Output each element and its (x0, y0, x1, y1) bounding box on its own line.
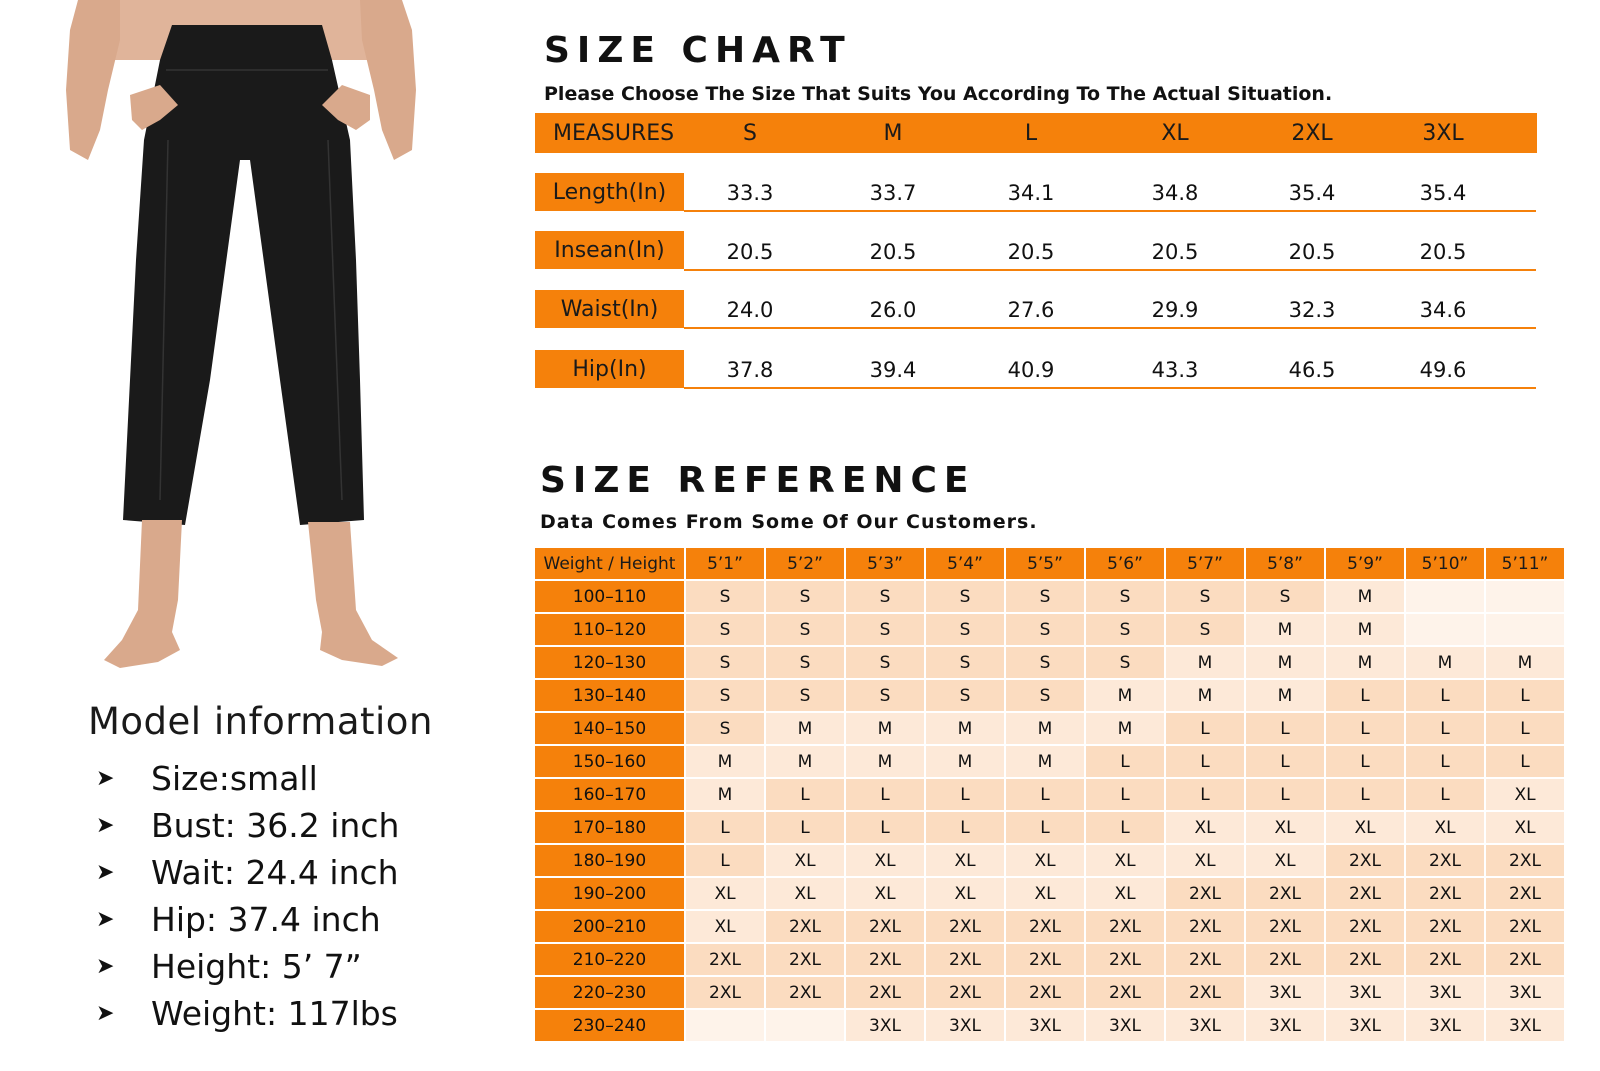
size-cell: XL (1166, 812, 1244, 843)
size-cell: XL (1406, 812, 1484, 843)
size-cell: 3XL (1006, 1010, 1084, 1041)
weight-label: 200–210 (535, 911, 684, 942)
size-cell: 3XL (1246, 977, 1324, 1008)
size-cell: L (1406, 680, 1484, 711)
table-row (535, 647, 1564, 678)
size-cell: M (1326, 581, 1404, 612)
size-cell: 3XL (1486, 977, 1564, 1008)
measure-value: 40.9 (1007, 358, 1055, 382)
size-cell: 2XL (1326, 911, 1404, 942)
measure-value: 20.5 (1288, 240, 1336, 264)
size-cell: L (766, 812, 844, 843)
size-cell: 2XL (1486, 845, 1564, 876)
size-cell: M (1246, 680, 1324, 711)
size-cell: 2XL (1326, 944, 1404, 975)
model-info-item (88, 896, 488, 943)
size-cell: 2XL (1406, 944, 1484, 975)
size-cell: L (1486, 680, 1564, 711)
measure-value: 35.4 (1288, 181, 1336, 205)
height-header: 5’1” (686, 548, 764, 579)
size-reference-body (535, 581, 1564, 1041)
size-cell: XL (1326, 812, 1404, 843)
size-cell (1406, 614, 1484, 645)
size-cell: L (1246, 746, 1324, 777)
size-cell: XL (1246, 845, 1324, 876)
size-reference-title: SIZE REFERENCE (540, 460, 976, 501)
size-cell: 3XL (1406, 977, 1484, 1008)
size-cell: XL (686, 911, 764, 942)
height-header: 5’3” (846, 548, 924, 579)
measure-value: 26.0 (869, 298, 917, 322)
size-cell: 2XL (1166, 878, 1244, 909)
weight-label: 170–180 (535, 812, 684, 843)
size-header-xl: XL (1161, 120, 1189, 146)
size-cell: XL (1486, 779, 1564, 810)
size-cell: S (1086, 647, 1164, 678)
table-row (535, 680, 1564, 711)
weight-label: 210–220 (535, 944, 684, 975)
size-cell: S (686, 680, 764, 711)
size-cell: XL (1246, 812, 1324, 843)
size-cell: S (686, 713, 764, 744)
size-cell (1406, 581, 1484, 612)
size-cell: S (1246, 581, 1324, 612)
measure-value: 46.5 (1288, 358, 1336, 382)
size-cell (686, 1010, 764, 1041)
size-cell (766, 1010, 844, 1041)
size-cell: S (926, 647, 1004, 678)
arrow-bullet-icon: ➤ (96, 954, 115, 979)
size-cell: L (1086, 746, 1164, 777)
size-cell: L (1326, 779, 1404, 810)
size-cell: S (766, 680, 844, 711)
measure-value: 37.8 (726, 358, 774, 382)
size-cell: L (926, 779, 1004, 810)
size-cell: 2XL (1246, 944, 1324, 975)
size-cell: L (926, 812, 1004, 843)
size-cell: M (1086, 713, 1164, 744)
size-cell (1486, 614, 1564, 645)
size-cell: 2XL (1166, 944, 1244, 975)
weight-label: 150–160 (535, 746, 684, 777)
arrow-bullet-icon: ➤ (96, 907, 115, 932)
size-cell: 3XL (1246, 1010, 1324, 1041)
size-cell: 2XL (686, 944, 764, 975)
measure-value: 29.9 (1151, 298, 1199, 322)
measure-value: 32.3 (1288, 298, 1336, 322)
table-row (535, 1010, 1564, 1041)
size-cell: XL (1006, 845, 1084, 876)
weight-label: 180–190 (535, 845, 684, 876)
measure-value: 20.5 (1151, 240, 1199, 264)
size-cell: 2XL (1246, 878, 1324, 909)
weight-label: 160–170 (535, 779, 684, 810)
size-cell: S (1086, 581, 1164, 612)
weight-label: 190–200 (535, 878, 684, 909)
size-cell: 2XL (846, 944, 924, 975)
weight-label: 110–120 (535, 614, 684, 645)
table-row (535, 878, 1564, 909)
height-header: 5’2” (766, 548, 844, 579)
model-waist: Wait: 24.4 inch (151, 853, 399, 892)
size-cell: L (1406, 746, 1484, 777)
model-info-item (88, 990, 488, 1037)
table-row (535, 779, 1564, 810)
size-cell: S (846, 581, 924, 612)
size-header-m: M (883, 120, 903, 146)
weight-label: 120–130 (535, 647, 684, 678)
size-cell: L (1486, 746, 1564, 777)
size-cell: 3XL (1326, 977, 1404, 1008)
table-row (535, 581, 1564, 612)
size-cell: 2XL (926, 911, 1004, 942)
size-cell: 3XL (1486, 1010, 1564, 1041)
table-row (535, 977, 1564, 1008)
size-header-2xl: 2XL (1291, 120, 1333, 146)
size-cell: L (1246, 713, 1324, 744)
size-cell: XL (766, 878, 844, 909)
size-cell: M (1166, 647, 1244, 678)
size-cell: 2XL (1326, 845, 1404, 876)
model-hip: Hip: 37.4 inch (151, 900, 381, 939)
size-cell: XL (926, 878, 1004, 909)
size-cell: XL (846, 845, 924, 876)
size-cell: M (1246, 647, 1324, 678)
measure-row-label: Insean(In) (535, 231, 684, 269)
arrow-bullet-icon: ➤ (96, 813, 115, 838)
measure-row-label: Length(In) (535, 173, 684, 211)
size-cell: L (1166, 779, 1244, 810)
size-cell: S (1006, 647, 1084, 678)
size-cell: 2XL (1326, 878, 1404, 909)
model-size: Size:small (151, 759, 318, 798)
left-leg (104, 520, 182, 668)
size-cell: L (1006, 812, 1084, 843)
size-cell: M (926, 713, 1004, 744)
table-row (535, 746, 1564, 777)
model-left-arm (66, 0, 120, 160)
table-row (535, 713, 1564, 744)
size-cell: XL (766, 845, 844, 876)
size-cell: M (1086, 680, 1164, 711)
height-header: 5’5” (1006, 548, 1084, 579)
measure-value: 20.5 (726, 240, 774, 264)
model-info-item (88, 755, 488, 802)
right-leg (308, 522, 398, 666)
size-cell: S (926, 680, 1004, 711)
size-cell: S (766, 647, 844, 678)
size-cell: 2XL (1006, 911, 1084, 942)
height-header: 5’4” (926, 548, 1004, 579)
arrow-bullet-icon: ➤ (96, 766, 115, 791)
size-cell: 2XL (1006, 977, 1084, 1008)
size-cell: S (766, 581, 844, 612)
size-chart-subtitle: Please Choose The Size That Suits You According To The Actual Situation. (544, 83, 1333, 105)
size-cell: M (686, 746, 764, 777)
size-cell: 2XL (1406, 845, 1484, 876)
size-cell: L (1406, 779, 1484, 810)
measure-row-label: Hip(In) (535, 350, 684, 388)
size-cell: L (846, 779, 924, 810)
row-divider (684, 327, 1536, 329)
size-cell: 3XL (1086, 1010, 1164, 1041)
size-chart-header (535, 113, 1537, 153)
height-header: 5’8” (1246, 548, 1324, 579)
size-cell: 2XL (1486, 911, 1564, 942)
table-row (535, 812, 1564, 843)
size-cell: L (686, 812, 764, 843)
size-cell: XL (686, 878, 764, 909)
size-cell: 2XL (1486, 944, 1564, 975)
size-cell: 3XL (1326, 1010, 1404, 1041)
model-height: Height: 5’ 7” (151, 947, 362, 986)
size-cell: 2XL (1166, 977, 1244, 1008)
size-header-3xl: 3XL (1422, 120, 1464, 146)
measure-value: 33.3 (726, 181, 774, 205)
size-cell: L (1086, 779, 1164, 810)
size-cell: S (1006, 581, 1084, 612)
arrow-bullet-icon: ➤ (96, 860, 115, 885)
size-cell: 2XL (766, 944, 844, 975)
model-information (88, 700, 488, 1037)
size-cell: 2XL (1086, 911, 1164, 942)
size-cell: S (926, 614, 1004, 645)
size-cell: 2XL (766, 911, 844, 942)
size-cell: 2XL (1486, 878, 1564, 909)
model-info-item (88, 802, 488, 849)
size-cell: S (1006, 680, 1084, 711)
size-cell: XL (1086, 845, 1164, 876)
model-info-item (88, 849, 488, 896)
row-divider (684, 269, 1536, 271)
size-cell: M (846, 746, 924, 777)
measure-value: 20.5 (869, 240, 917, 264)
size-cell: M (1406, 647, 1484, 678)
size-cell: S (1086, 614, 1164, 645)
size-cell: 2XL (1086, 944, 1164, 975)
size-cell: XL (1006, 878, 1084, 909)
size-cell: L (1006, 779, 1084, 810)
height-header: 5’9” (1326, 548, 1404, 579)
table-row (535, 911, 1564, 942)
size-cell: 2XL (1406, 878, 1484, 909)
size-cell: 2XL (926, 944, 1004, 975)
table-row (535, 845, 1564, 876)
size-cell: XL (846, 878, 924, 909)
size-cell: L (1086, 812, 1164, 843)
size-cell: 2XL (926, 977, 1004, 1008)
measure-value: 35.4 (1419, 181, 1467, 205)
size-cell: M (1326, 647, 1404, 678)
model-info-title: Model information (88, 700, 433, 743)
measure-value: 24.0 (726, 298, 774, 322)
height-header: 5’10” (1406, 548, 1484, 579)
size-cell: M (1166, 680, 1244, 711)
size-cell: 2XL (1406, 911, 1484, 942)
measure-value: 20.5 (1419, 240, 1467, 264)
size-cell: L (1166, 746, 1244, 777)
size-cell: M (1326, 614, 1404, 645)
measure-value: 20.5 (1007, 240, 1055, 264)
size-cell: S (846, 680, 924, 711)
weight-label: 140–150 (535, 713, 684, 744)
size-cell: 2XL (686, 977, 764, 1008)
size-cell: XL (1086, 878, 1164, 909)
measure-value: 34.6 (1419, 298, 1467, 322)
size-cell: S (686, 581, 764, 612)
height-header: 5’7” (1166, 548, 1244, 579)
size-cell: XL (1166, 845, 1244, 876)
height-header: 5’6” (1086, 548, 1164, 579)
table-row (535, 614, 1564, 645)
size-cell: M (846, 713, 924, 744)
size-reference-table (533, 546, 1566, 1043)
size-cell: M (766, 746, 844, 777)
size-cell: M (1006, 713, 1084, 744)
size-cell: L (1326, 746, 1404, 777)
size-cell (1486, 581, 1564, 612)
size-cell: 2XL (1006, 944, 1084, 975)
height-header: 5’11” (1486, 548, 1564, 579)
measure-row-label: Waist(In) (535, 290, 684, 328)
size-cell: 2XL (766, 977, 844, 1008)
measure-value: 27.6 (1007, 298, 1055, 322)
size-cell: L (1326, 713, 1404, 744)
row-divider (684, 210, 1536, 212)
size-cell: 3XL (1406, 1010, 1484, 1041)
size-cell: S (766, 614, 844, 645)
size-cell: S (846, 647, 924, 678)
table-header-row (535, 548, 1564, 579)
size-cell: S (1006, 614, 1084, 645)
size-cell: 2XL (846, 977, 924, 1008)
size-cell: M (766, 713, 844, 744)
size-cell: L (766, 779, 844, 810)
measures-header: MEASURES (553, 120, 675, 146)
model-info-list (88, 755, 488, 1037)
measure-value: 49.6 (1419, 358, 1467, 382)
size-cell: M (1486, 647, 1564, 678)
size-cell: L (1246, 779, 1324, 810)
size-cell: L (1166, 713, 1244, 744)
measure-value: 34.8 (1151, 181, 1199, 205)
size-cell: 3XL (1166, 1010, 1244, 1041)
size-cell: S (1166, 614, 1244, 645)
size-reference-subtitle: Data Comes From Some Of Our Customers. (540, 511, 1038, 533)
size-header-l: L (1024, 120, 1038, 146)
size-cell: M (686, 779, 764, 810)
weight-label: 230–240 (535, 1010, 684, 1041)
size-cell: 2XL (1246, 911, 1324, 942)
weight-label: 130–140 (535, 680, 684, 711)
table-row (535, 944, 1564, 975)
model-right-arm (360, 0, 416, 160)
size-cell: 2XL (1166, 911, 1244, 942)
size-cell: S (846, 614, 924, 645)
size-cell: S (1166, 581, 1244, 612)
size-cell: L (686, 845, 764, 876)
weight-label: 220–230 (535, 977, 684, 1008)
size-cell: L (1326, 680, 1404, 711)
measure-value: 33.7 (869, 181, 917, 205)
size-cell: S (926, 581, 1004, 612)
size-cell: 3XL (846, 1010, 924, 1041)
row-divider (684, 387, 1536, 389)
measure-value: 34.1 (1007, 181, 1055, 205)
weight-label: 100–110 (535, 581, 684, 612)
model-weight: Weight: 117lbs (151, 994, 398, 1033)
size-cell: L (1486, 713, 1564, 744)
corner-label: Weight / Height (535, 548, 684, 579)
size-cell: L (1406, 713, 1484, 744)
arrow-bullet-icon: ➤ (96, 1001, 115, 1026)
size-cell: M (1246, 614, 1324, 645)
size-cell: L (846, 812, 924, 843)
model-info-item (88, 943, 488, 990)
size-cell: 2XL (1086, 977, 1164, 1008)
size-cell: 3XL (926, 1010, 1004, 1041)
model-bust: Bust: 36.2 inch (151, 806, 400, 845)
size-cell: XL (1486, 812, 1564, 843)
size-cell: XL (926, 845, 1004, 876)
size-cell: M (1006, 746, 1084, 777)
size-cell: S (686, 614, 764, 645)
measure-value: 43.3 (1151, 358, 1199, 382)
product-photo (60, 0, 420, 690)
size-chart-title: SIZE CHART (544, 30, 852, 71)
measure-value: 39.4 (869, 358, 917, 382)
size-cell: S (686, 647, 764, 678)
size-header-s: S (743, 120, 757, 146)
size-cell: M (926, 746, 1004, 777)
size-cell: 2XL (846, 911, 924, 942)
